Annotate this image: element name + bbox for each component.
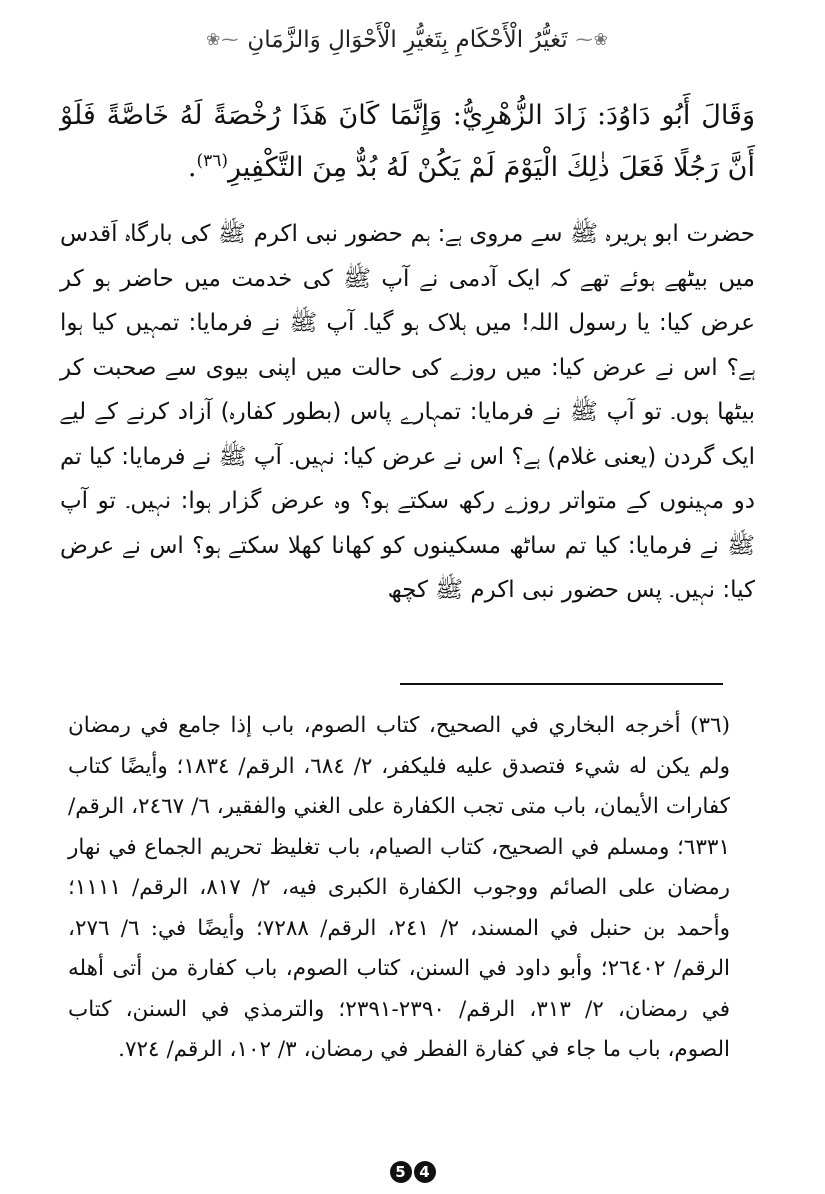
ornament-icon: ❀⁓ (575, 30, 609, 50)
running-header (60, 18, 755, 62)
footnote-text: (٣٦) أخرجه البخاري في الصحيح، كتاب الصوم، باب إذا جامع في رمضان ولم يكن له شيء فتصدق عليه فليكفر، ٢/ ٦٨٤، الرقم/ ١٨٣٤؛ وأيضًا كتاب كفارات الأيمان، باب متى تجب الكفارة على الغني والفقير، ٦/ ٢٤٦٧، الرقم/ ٦٣٣١؛ ومسلم في الصحيح، كتاب الصيام، باب تغليظ تحريم الجماع في نهار رمضان على الصائم ووجوب الكفارة الكبرى فيه، ٢/ ٨١٧، الرقم/ ١١١١؛ وأحمد بن حنبل في المسند، ٢/ ٢٤١، الرقم/ ٧٢٨٨؛ وأيضًا في: ٦/ ٢٧٦، الرقم/ ٢٦٤٠٢؛ وأبو داود في السنن، كتاب الصوم، باب كفارة من أتى أهله في رمضان، ٢/ ٣١٣، الرقم/ ٢٣٩٠-٢٣٩١؛ والترمذي في السنن، كتاب الصوم، باب ما جاء في كفارة الفطر في رمضان، ٣/ ١٠٢، الرقم/ ٧٢٤. (68, 713, 731, 1062)
arabic-hadith-text (60, 90, 755, 194)
urdu-translation (60, 212, 755, 613)
ornament-icon: ⁓❀ (206, 30, 240, 50)
page-number-digit: 5 (390, 1161, 412, 1183)
arabic-end-mark: . (187, 152, 197, 183)
page-number-digit: 4 (414, 1161, 436, 1183)
footnote-divider (400, 683, 723, 685)
footnote-reference: (٣٦) (196, 151, 228, 171)
arabic-body: وَقَالَ أَبُو دَاوُدَ: زَادَ الزُّهْرِيُّ: وَإِنَّمَا كَانَ هَذَا رُخْصَةً لَهُ خَاصَّةً فَلَوْ أَنَّ رَجُلًا فَعَلَ ذٰلِكَ الْيَوْمَ لَمْ يَكُنْ لَهُ بُدٌّ مِنَ التَّكْفِيرِ (60, 100, 755, 183)
page-number (0, 1161, 825, 1183)
header-title: تَغيُّرُ الْأَحْكَامِ بِتَغيُّرِ الْأَحْوَالِ وَالزَّمَانِ (247, 27, 568, 53)
urdu-body: حضرت ابو ہریرہ ﷺ سے مروی ہے: ہم حضور نبی اکرم ﷺ کی بارگاہ اَقدس میں بیٹھے ہوئے تھے کہ ایک آدمی نے آپ ﷺ کی خدمت میں حاضر ہو کر عرض کیا: یا رسول اللہ! میں ہلاک ہو گیا۔ آپ ﷺ نے فرمایا: تمہیں کیا ہوا ہے؟ اس نے عرض کیا: میں روزے کی حالت میں اپنی بیوی سے صحبت کر بیٹھا ہوں۔ تو آپ ﷺ نے فرمایا: تمہارے پاس (بطور کفارہ) آزاد کرنے کے لیے ایک گردن (یعنی غلام) ہے؟ اس نے عرض کیا: نہیں۔ آپ ﷺ نے فرمایا: کیا تم دو مہینوں کے متواتر روزے رکھ سکتے ہو؟ وہ عرض گزار ہوا: نہیں۔ تو آپ ﷺ نے فرمایا: کیا تم ساٹھ مسکینوں کو کھانا کھلا سکتے ہو؟ اس نے عرض کیا: نہیں۔ پس حضور نبی اکرم ﷺ کچھ (60, 221, 755, 603)
footnote-block (68, 706, 730, 1071)
